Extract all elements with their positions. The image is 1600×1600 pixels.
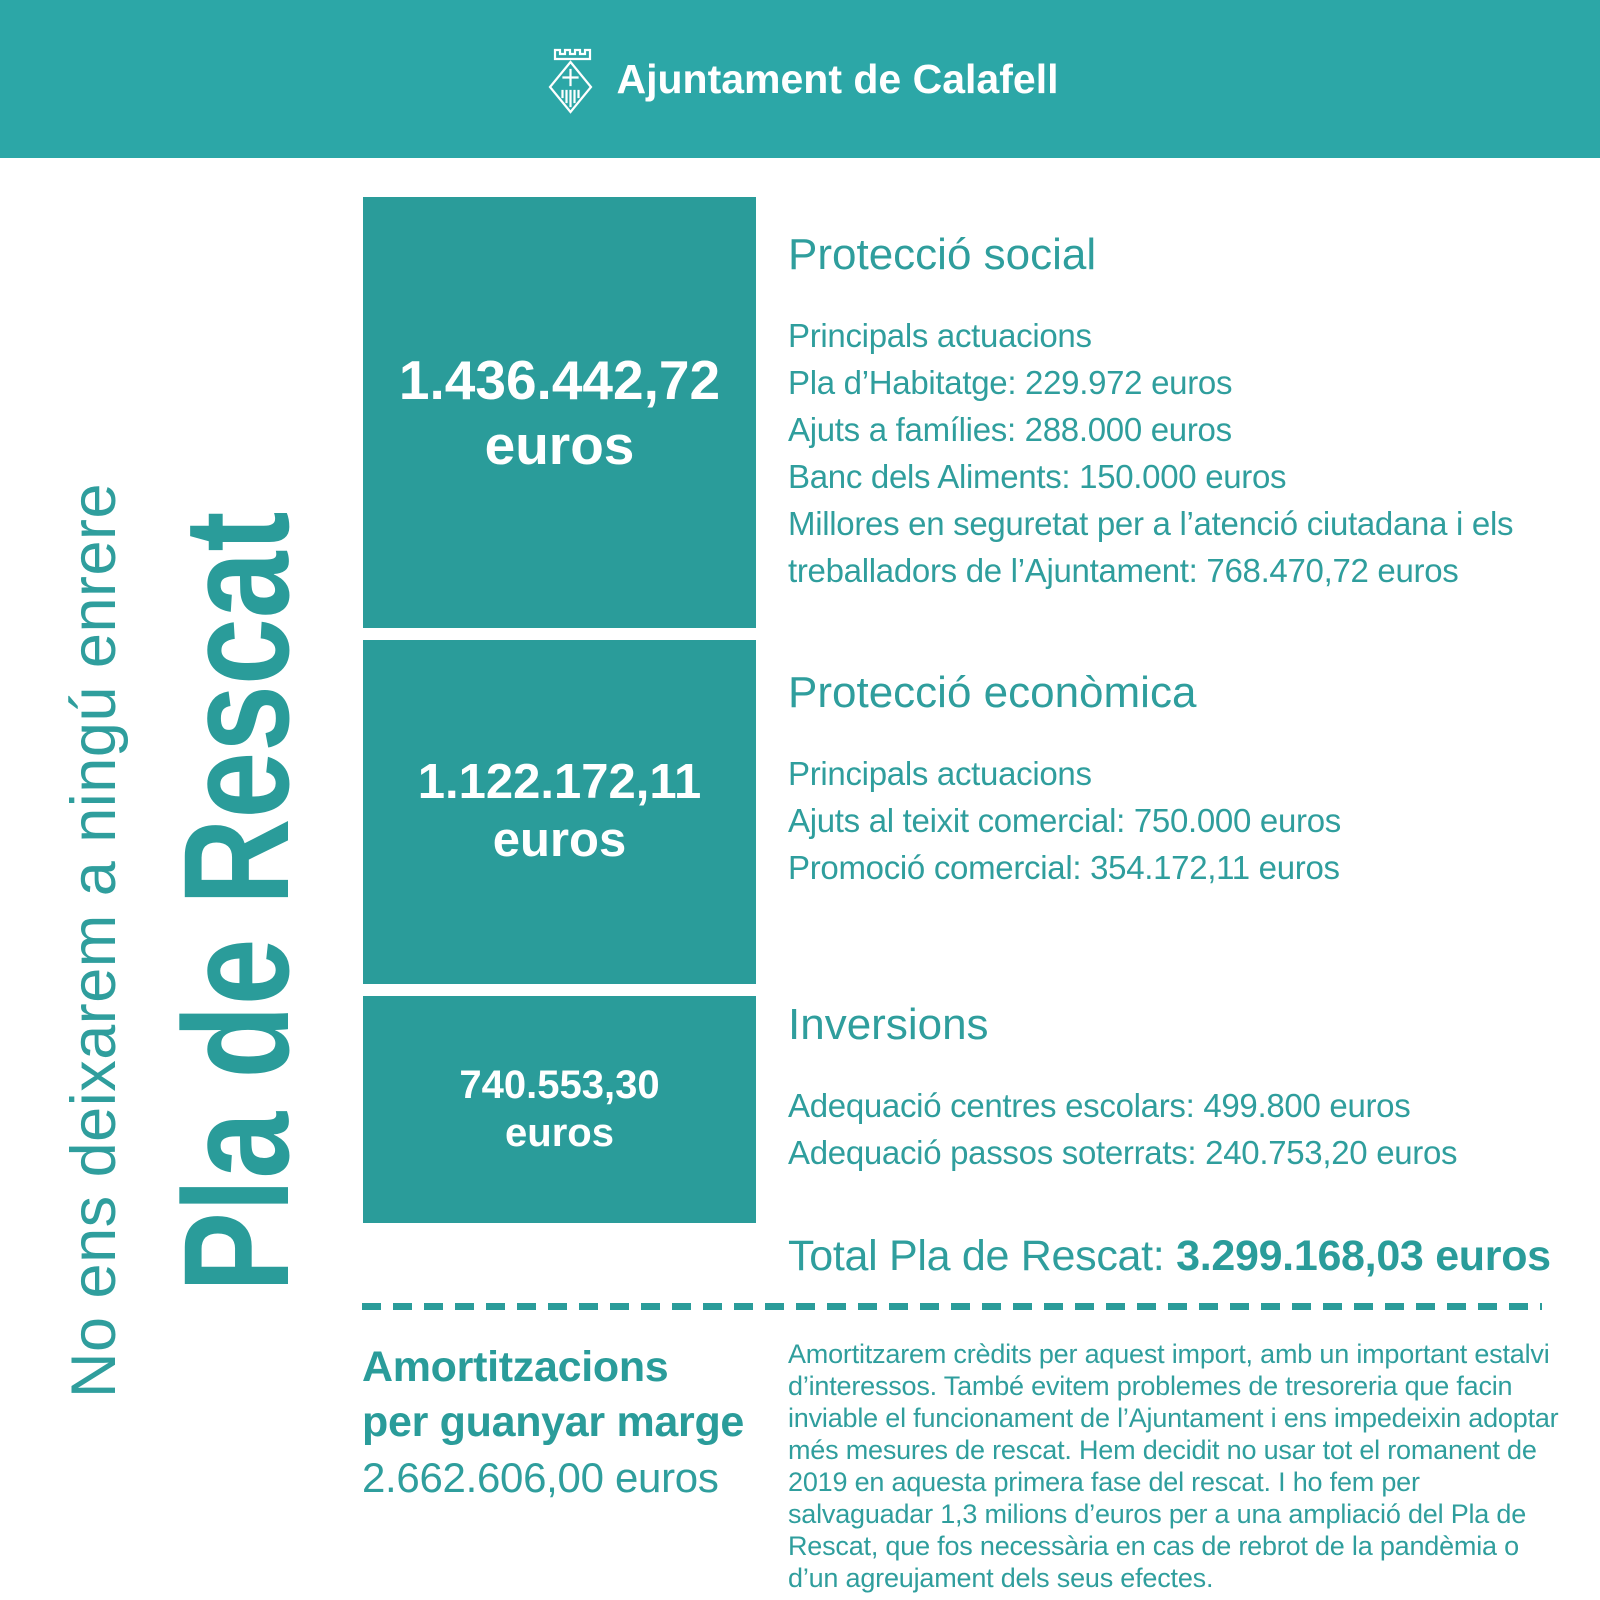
- vertical-plan-title: Pla de Rescat: [152, 511, 320, 1292]
- section-line: Ajuts al teixit comercial: 750.000 euros: [788, 802, 1341, 839]
- amortization-title-line1: Amortitzacions: [362, 1343, 669, 1391]
- section-line: Ajuts a famílies: 288.000 euros: [788, 411, 1232, 448]
- org-name: Ajuntament de Calafell: [616, 55, 1059, 102]
- amortization-block: [362, 1340, 782, 1505]
- chart-segment-proteccio-social: [363, 197, 756, 628]
- section-line: Adequació passos soterrats: 240.753,20 euros: [788, 1134, 1458, 1171]
- amortization-description: Amortitzarem crèdits per aquest import, amb un important estalvi d’interessos. També evitem problemes de tresoreria que facin inviable el funcionament de l’Ajuntament i ens impedeixin adoptar més mesures de rescat. Hem decidit no usar tot el romanent de 2019 en aquesta primera fase del rescat. I ho fem per salvaguadar 1,3 milions d’euros per a una ampliació del Pla de Rescat, que fos necessària en cas de rebrot de la pandèmia o d’un agreujament dels seus efectes.: [788, 1339, 1559, 1593]
- total-value: 3.299.168,03 euros: [1176, 1232, 1551, 1280]
- total-line: [788, 1232, 1578, 1281]
- section-heading: Inversions: [788, 1000, 989, 1049]
- total-label: Total Pla de Rescat:: [788, 1232, 1177, 1280]
- section-line: Adequació centres escolars: 499.800 euros: [788, 1087, 1411, 1124]
- section-line: Principals actuacions: [788, 317, 1092, 354]
- segment-unit: euros: [505, 1110, 614, 1155]
- section-line: Promoció comercial: 354.172,11 euros: [788, 849, 1340, 886]
- dashed-separator: [362, 1303, 1542, 1310]
- vertical-tagline: No ens deixarem a ningú enrere: [59, 482, 129, 1398]
- chart-segment-proteccio-economica: [363, 640, 756, 984]
- amortization-title-line2: per guanyar marge: [362, 1398, 745, 1446]
- segment-amount: 1.436.442,72: [398, 348, 721, 411]
- section-proteccio-economica: [788, 668, 1560, 891]
- segment-amount: 740.553,30: [459, 1063, 660, 1108]
- section-heading: Protecció social: [788, 230, 1097, 279]
- section-line: Millores en seguretat per a l’atenció ciutadana i els treballadors de l’Ajuntament: 768.470,72 euros: [788, 505, 1514, 589]
- section-heading: Protecció econòmica: [788, 668, 1197, 717]
- section-line: Banc dels Aliments: 150.000 euros: [788, 458, 1287, 495]
- section-inversions: [788, 1000, 1560, 1176]
- chart-segment-inversions: [363, 996, 756, 1223]
- section-proteccio-social: [788, 230, 1560, 594]
- segment-amount: 1.122.172,11: [417, 755, 702, 810]
- section-line: Principals actuacions: [788, 755, 1092, 792]
- header-bar: [0, 0, 1600, 158]
- amortization-amount: 2.662.606,00 euros: [362, 1454, 719, 1501]
- segment-unit: euros: [484, 413, 635, 476]
- section-line: Pla d’Habitatge: 229.972 euros: [788, 364, 1233, 401]
- calafell-crest-icon: [542, 43, 599, 115]
- segment-unit: euros: [492, 813, 627, 867]
